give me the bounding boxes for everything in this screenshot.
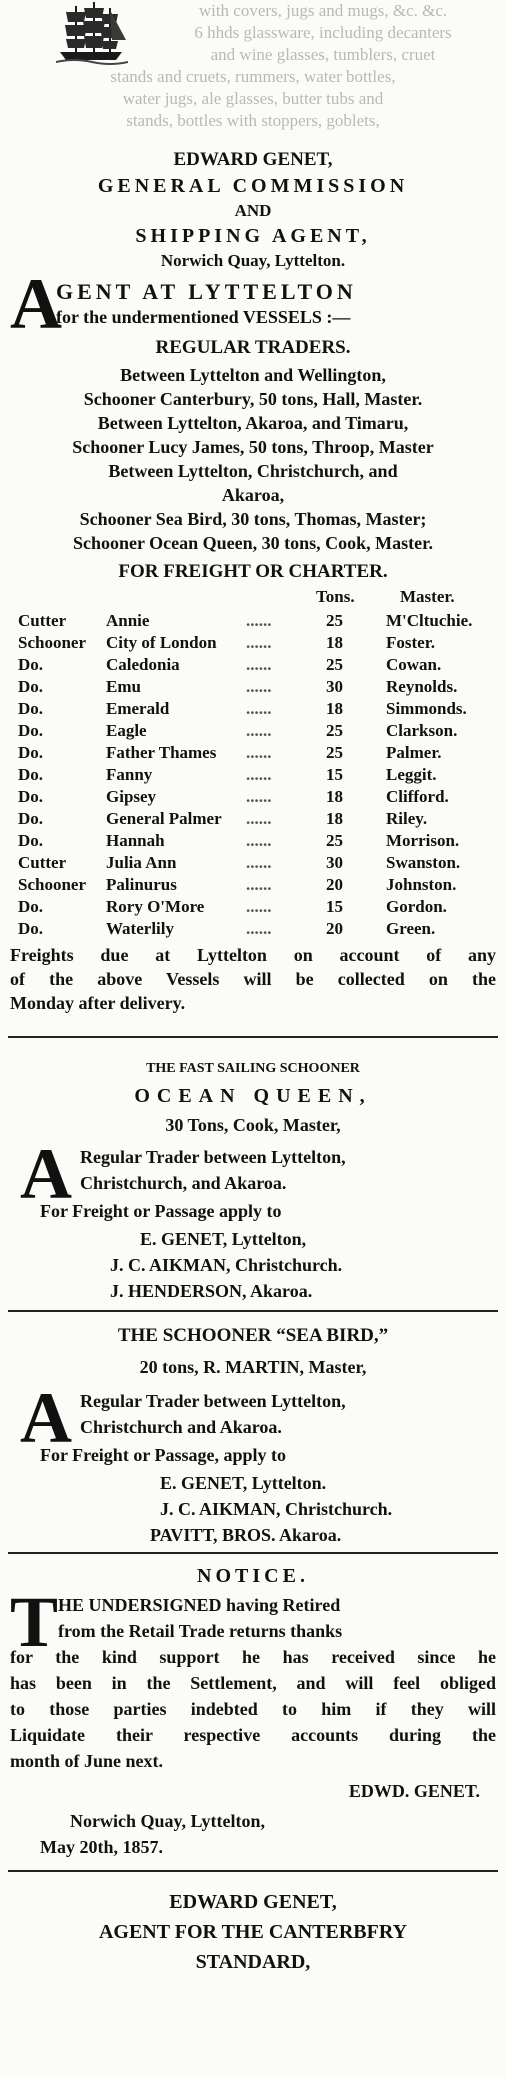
- vessel-tons: 25: [326, 743, 343, 762]
- charter-heading: FOR FREIGHT OR CHARTER.: [118, 561, 388, 582]
- oq-agent: E. GENET, Lyttelton,: [140, 1229, 307, 1249]
- vessel-type: Cutter: [18, 853, 67, 872]
- vessel-row: [10, 632, 500, 654]
- freights-line: of the above Vessels will be collected on the: [10, 969, 496, 989]
- masthead-and: AND: [234, 201, 272, 220]
- notice-line: Liquidate their respective accounts during the: [10, 1725, 496, 1745]
- col-master: Master.: [400, 587, 455, 606]
- masthead-address: Norwich Quay, Lyttelton.: [160, 251, 346, 270]
- bleed-line: stands and cruets, rummers, water bottles,: [110, 67, 396, 86]
- sb-apply: For Freight or Passage, apply to: [40, 1445, 286, 1465]
- vessel-type: Do.: [18, 765, 44, 784]
- notice-title: NOTICE.: [197, 1565, 309, 1587]
- vessel-master: Reynolds.: [386, 677, 458, 696]
- vessel-master: Swanston.: [386, 853, 461, 872]
- leader-dots: ......: [246, 699, 272, 718]
- vessel-type: Schooner: [18, 633, 86, 652]
- vessel-name: Hannah: [106, 831, 165, 850]
- oq-line1: Regular Trader between Lyttelton,: [80, 1147, 346, 1167]
- vessel-name: Father Thames: [106, 743, 217, 762]
- vessel-tons: 15: [326, 897, 343, 916]
- leader-dots: ......: [246, 875, 272, 894]
- sb-name: THE SCHOONER “SEA BIRD,”: [117, 1325, 389, 1346]
- vessel-type: Do.: [18, 809, 44, 828]
- vessel-master: Riley.: [386, 809, 428, 828]
- vessel-row: [10, 786, 500, 808]
- section-rule-3: [8, 1552, 498, 1554]
- vessel-name: Eagle: [106, 721, 147, 740]
- vessel-name: Caledonia: [106, 655, 180, 674]
- vessel-type: Do.: [18, 677, 44, 696]
- section-rule-4: [8, 1870, 498, 1872]
- vessel-row: [10, 896, 500, 918]
- footer-line2: STANDARD,: [195, 1951, 311, 1973]
- agent-initial: A: [10, 264, 62, 344]
- vessel-tons: 20: [326, 875, 343, 894]
- sb-tons: 20 tons, R. MARTIN, Master,: [139, 1357, 367, 1377]
- vessel-type: Do.: [18, 699, 44, 718]
- vessel-name: Emerald: [106, 699, 170, 718]
- vessel-master: Simmonds.: [386, 699, 467, 718]
- vessel-name: Gipsey: [106, 787, 157, 806]
- vessel-name: General Palmer: [106, 809, 222, 828]
- sb-agent: J. C. AIKMAN, Christchurch.: [160, 1499, 393, 1519]
- vessel-name: City of London: [106, 633, 217, 652]
- vessel-type: Do.: [18, 897, 44, 916]
- vessel-name: Emu: [106, 677, 141, 696]
- sb-agent: E. GENET, Lyttelton.: [160, 1473, 327, 1493]
- vessel-tons: 18: [326, 699, 343, 718]
- leader-dots: ......: [246, 765, 272, 784]
- bleed-line: with covers, jugs and mugs, &c. &c.: [198, 1, 448, 20]
- vessel-tons: 25: [326, 655, 343, 674]
- leader-dots: ......: [246, 677, 272, 696]
- notice-initial: T: [10, 1582, 59, 1662]
- vessel-master: Clifford.: [386, 787, 449, 806]
- vessel-type: Cutter: [18, 611, 67, 630]
- vessel-type: Do.: [18, 919, 44, 938]
- freights-line: Freights due at Lyttelton on account of any: [10, 945, 496, 965]
- vessel-master: Clarkson.: [386, 721, 458, 740]
- ship-woodcut-icon: [56, 0, 128, 66]
- regular-traders-heading: REGULAR TRADERS.: [155, 337, 351, 358]
- regular-trader-line: Between Lyttelton, Akaroa, and Timaru,: [97, 413, 409, 433]
- oq-line2: Christchurch, and Akaroa.: [80, 1173, 287, 1193]
- vessel-row: [10, 610, 500, 632]
- oq-tons: 30 Tons, Cook, Master,: [165, 1115, 341, 1135]
- notice-line: to those parties indebted to him if they will: [10, 1699, 496, 1719]
- bleed-line: 6 hhds glassware, including decanters: [194, 23, 452, 42]
- vessel-name: Fanny: [106, 765, 153, 784]
- notice-line: has been in the Settlement, and will feel obliged: [10, 1673, 496, 1693]
- leader-dots: ......: [246, 897, 272, 916]
- vessel-master: Palmer.: [386, 743, 442, 762]
- sb-line2: Christchurch and Akaroa.: [80, 1417, 282, 1437]
- oq-apply: For Freight or Passage apply to: [40, 1201, 282, 1221]
- masthead-line1: GENERAL COMMISSION: [97, 175, 409, 197]
- leader-dots: ......: [246, 919, 272, 938]
- vessel-type: Do.: [18, 787, 44, 806]
- leader-dots: ......: [246, 853, 272, 872]
- leader-dots: ......: [246, 809, 272, 828]
- vessel-name: Annie: [106, 611, 150, 630]
- vessel-tons: 18: [326, 809, 343, 828]
- vessel-tons: 18: [326, 633, 343, 652]
- vessel-master: Morrison.: [386, 831, 460, 850]
- leader-dots: ......: [246, 787, 272, 806]
- oq-name: OCEAN QUEEN,: [134, 1085, 372, 1107]
- regular-trader-line: Schooner Ocean Queen, 30 tons, Cook, Master.: [73, 533, 433, 553]
- notice-line: for the kind support he has received since he: [10, 1647, 496, 1667]
- section-rule-1: [8, 1036, 498, 1038]
- vessel-row: [10, 918, 500, 940]
- vessel-type: Do.: [18, 743, 44, 762]
- notice-signature: EDWD. GENET.: [348, 1781, 480, 1801]
- bleed-line: stands, bottles with stoppers, goblets,: [126, 111, 380, 130]
- vessel-master: M'Cltuchie.: [386, 611, 473, 630]
- agent-subtitle: for the undermentioned VESSELS :—: [56, 307, 351, 327]
- masthead-name: EDWARD GENET,: [173, 149, 333, 170]
- regular-trader-line: Schooner Lucy James, 50 tons, Throop, Master: [72, 437, 434, 457]
- leader-dots: ......: [246, 655, 272, 674]
- oq-agent: J. HENDERSON, Akaroa.: [110, 1281, 313, 1301]
- vessel-master: Green.: [386, 919, 436, 938]
- vessel-tons: 25: [326, 611, 343, 630]
- vessel-type: Schooner: [18, 875, 86, 894]
- vessel-name: Waterlily: [106, 919, 174, 938]
- vessel-type: Do.: [18, 721, 44, 740]
- vessel-name: Palinurus: [106, 875, 177, 894]
- col-tons: Tons.: [316, 587, 355, 606]
- leader-dots: ......: [246, 721, 272, 740]
- vessel-master: Johnston.: [386, 875, 457, 894]
- oq-initial: A: [20, 1134, 72, 1214]
- leader-dots: ......: [246, 633, 272, 652]
- agent-title: GENT AT LYTTELTON: [56, 279, 357, 304]
- oq-kicker: THE FAST SAILING SCHOONER: [146, 1061, 360, 1076]
- notice-date: May 20th, 1857.: [40, 1837, 163, 1857]
- notice-line1: HE UNDERSIGNED having Retired: [58, 1595, 341, 1615]
- section-rule-2: [8, 1310, 498, 1312]
- notice-line2: from the Retail Trade returns thanks: [58, 1621, 343, 1641]
- leader-dots: ......: [246, 831, 272, 850]
- vessel-row: [10, 808, 500, 830]
- vessel-row: [10, 654, 500, 676]
- vessel-name: Rory O'More: [106, 897, 205, 916]
- vessel-row: [10, 720, 500, 742]
- vessel-row: [10, 676, 500, 698]
- vessel-master: Cowan.: [386, 655, 442, 674]
- bleed-line: and wine glasses, tumblers, cruet: [210, 45, 436, 64]
- vessel-name: Julia Ann: [106, 853, 177, 872]
- regular-trader-line: Schooner Sea Bird, 30 tons, Thomas, Master;: [79, 509, 427, 529]
- vessel-tons: 30: [326, 677, 343, 696]
- vessel-row: [10, 830, 500, 852]
- vessel-row: [10, 742, 500, 764]
- footer-line1: AGENT FOR THE CANTERBFRY: [98, 1921, 408, 1943]
- regular-trader-line: Akaroa,: [221, 485, 285, 505]
- notice-place: Norwich Quay, Lyttelton,: [70, 1811, 266, 1831]
- regular-trader-line: Between Lyttelton, Christchurch, and: [108, 461, 398, 481]
- vessel-type: Do.: [18, 655, 44, 674]
- sb-agent: PAVITT, BROS. Akaroa.: [150, 1525, 342, 1545]
- sb-line1: Regular Trader between Lyttelton,: [80, 1391, 346, 1411]
- footer-name: EDWARD GENET,: [169, 1891, 337, 1913]
- vessel-tons: 18: [326, 787, 343, 806]
- oq-agent: J. C. AIKMAN, Christchurch.: [110, 1255, 343, 1275]
- sb-initial: A: [20, 1378, 72, 1458]
- bleed-line: water jugs, ale glasses, butter tubs and: [122, 89, 384, 108]
- vessel-row: [10, 698, 500, 720]
- notice-line: month of June next.: [10, 1751, 164, 1771]
- vessel-row: [10, 874, 500, 896]
- vessel-tons: 15: [326, 765, 343, 784]
- leader-dots: ......: [246, 611, 272, 630]
- vessel-tons: 30: [326, 853, 343, 872]
- vessel-tons: 20: [326, 919, 343, 938]
- regular-trader-line: Between Lyttelton and Wellington,: [120, 365, 386, 385]
- vessel-row: [10, 764, 500, 786]
- vessel-master: Leggit.: [386, 765, 437, 784]
- leader-dots: ......: [246, 743, 272, 762]
- vessel-master: Foster.: [386, 633, 435, 652]
- vessel-table-header: [10, 586, 500, 608]
- vessel-type: Do.: [18, 831, 44, 850]
- vessel-row: [10, 852, 500, 874]
- freights-line: Monday after delivery.: [10, 993, 186, 1013]
- vessel-tons: 25: [326, 721, 343, 740]
- vessel-tons: 25: [326, 831, 343, 850]
- vessel-master: Gordon.: [386, 897, 447, 916]
- masthead-line3: SHIPPING AGENT,: [135, 225, 371, 247]
- regular-trader-line: Schooner Canterbury, 50 tons, Hall, Master.: [83, 389, 423, 409]
